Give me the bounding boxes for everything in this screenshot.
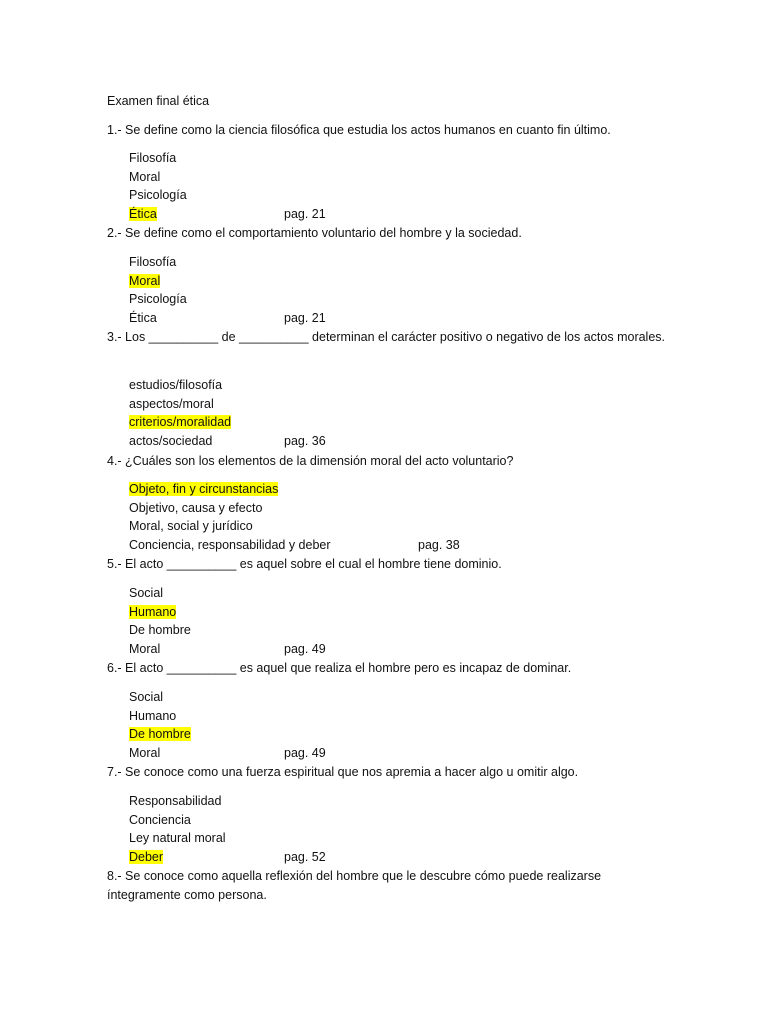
option-item-correct: Humano: [129, 604, 177, 619]
page-reference: pag. 52: [284, 849, 326, 864]
option-item: Moral: [129, 169, 161, 184]
option-item: aspectos/moral: [129, 396, 214, 411]
question-1: 1.- Se define como la ciencia filosófica que estudia los actos humanos en cuanto fin último.: [107, 123, 611, 137]
option-item-correct: criterios/moralidad: [129, 415, 232, 430]
option-item: Ética pag. 21: [129, 309, 589, 328]
option-item-correct: De hombre: [129, 727, 191, 742]
option-item: Psicología: [129, 188, 187, 203]
options-3: [129, 376, 589, 450]
page-reference: pag. 38: [418, 537, 460, 552]
question-8: 8.- Se conoce como aquella reflexión del hombre que le descubre cómo puede realizarse íntegramente como persona.: [107, 869, 602, 902]
question-4: 4.- ¿Cuáles son los elementos de la dimensión moral del acto voluntario?: [107, 454, 514, 468]
options-7: [129, 792, 589, 866]
option-item: Moral, social y jurídico: [129, 519, 253, 534]
option-item: Moral pag. 49: [129, 640, 589, 659]
document-title: Examen final ética: [107, 94, 210, 108]
option-item: Objetivo, causa y efecto: [129, 500, 263, 515]
option-item: Ley natural moral: [129, 831, 226, 846]
options-5: [129, 584, 589, 658]
page-reference: pag. 36: [284, 433, 326, 448]
options-1: [129, 149, 589, 223]
option-item: Conciencia: [129, 812, 191, 827]
option-item-correct: Moral: [129, 273, 161, 288]
option-item: Filosofía: [129, 151, 177, 165]
option-item-correct: Objeto, fin y circunstancias: [129, 482, 279, 496]
options-6: [129, 688, 589, 762]
question-7: 7.- Se conoce como una fuerza espiritual que nos apremia a hacer algo u omitir algo.: [107, 765, 579, 779]
page-reference: pag. 49: [284, 745, 326, 760]
option-item-correct: Ética pag. 21: [129, 205, 589, 224]
question-6: 6.- El acto __________ es aquel que realiza el hombre pero es incapaz de dominar.: [107, 661, 572, 675]
option-item: Social: [129, 690, 164, 704]
options-4: [129, 480, 589, 554]
page-reference: pag. 21: [284, 310, 326, 325]
options-2: [129, 253, 589, 327]
option-item: Moral pag. 49: [129, 744, 589, 763]
option-item: Conciencia, responsabilidad y deber pag. 38: [129, 536, 589, 555]
option-item: Humano: [129, 708, 177, 723]
option-item: actos/sociedad pag. 36: [129, 432, 589, 451]
question-5: 5.- El acto __________ es aquel sobre el cual el hombre tiene dominio.: [107, 557, 502, 571]
page-reference: pag. 21: [284, 206, 326, 221]
option-item: Filosofía: [129, 255, 177, 269]
question-2: 2.- Se define como el comportamiento voluntario del hombre y la sociedad.: [107, 226, 522, 240]
option-item: Social: [129, 586, 164, 600]
question-3: 3.- Los __________ de __________ determinan el carácter positivo o negativo de los actos morales.: [107, 330, 666, 344]
option-item: estudios/filosofía: [129, 378, 223, 392]
page-reference: pag. 49: [284, 641, 326, 656]
option-item: Psicología: [129, 292, 187, 307]
option-item: Responsabilidad: [129, 794, 222, 808]
option-item-correct: Deber pag. 52: [129, 848, 589, 867]
option-item: De hombre: [129, 623, 191, 638]
